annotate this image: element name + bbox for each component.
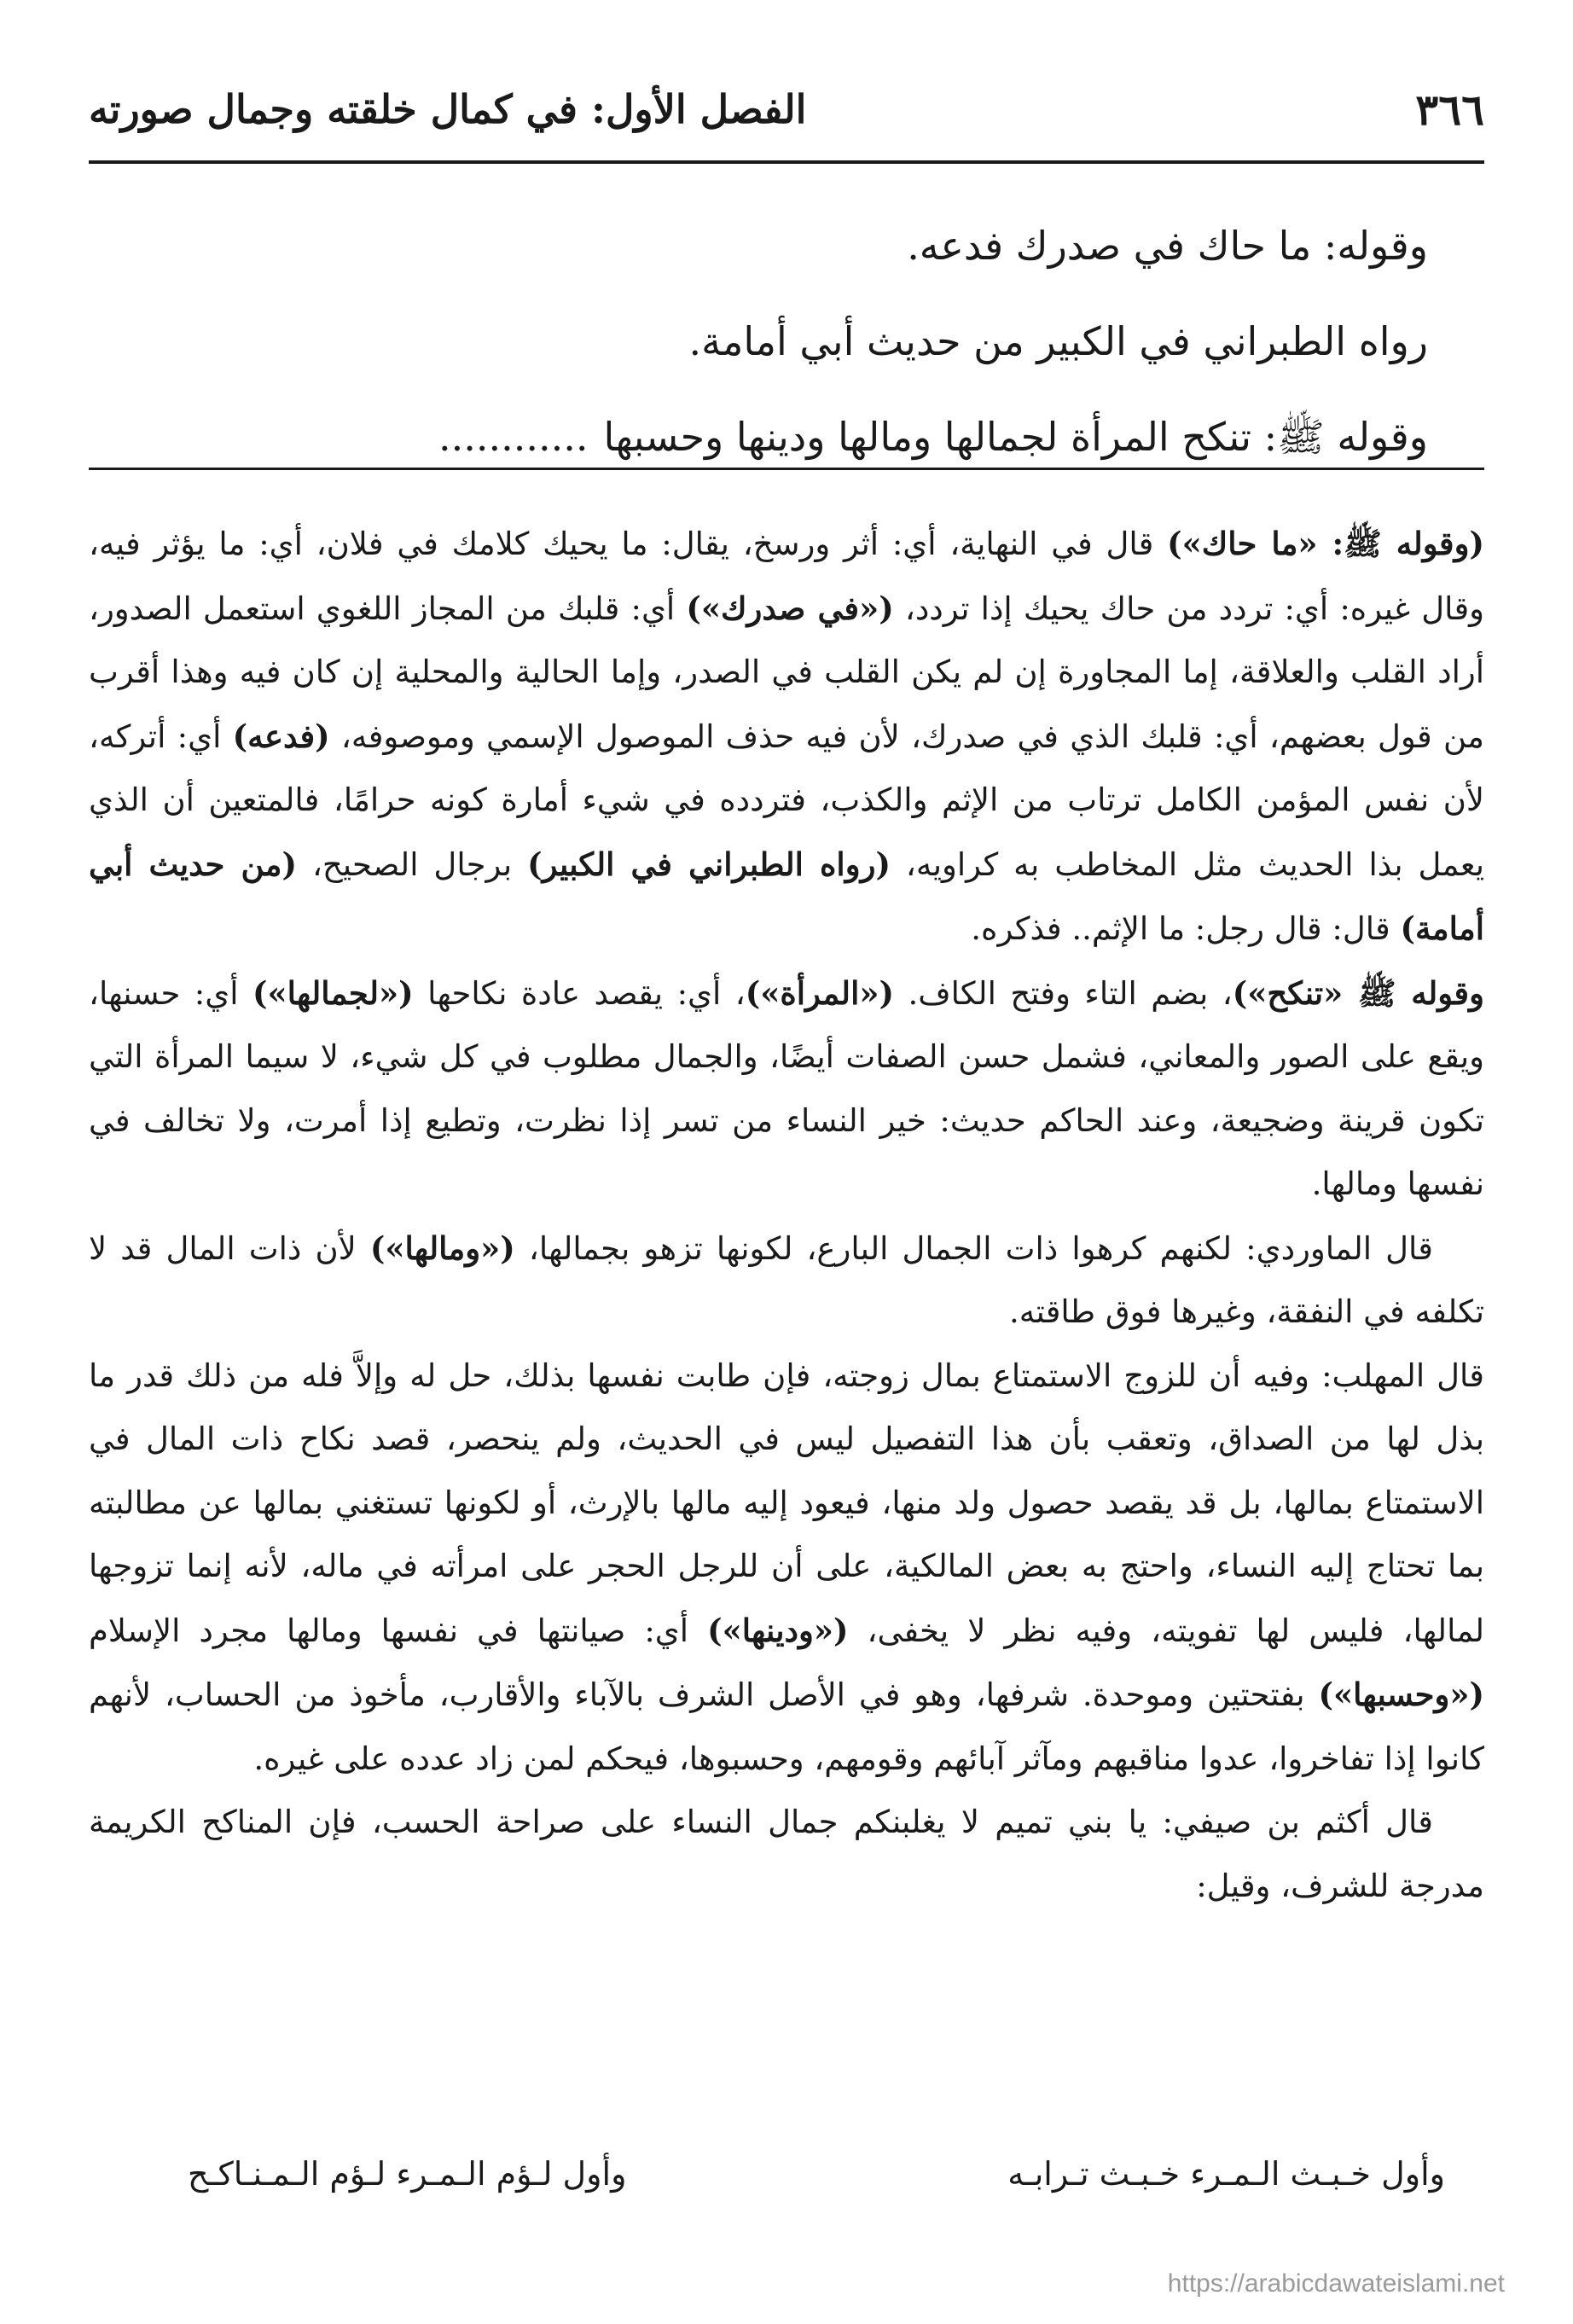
chapter-title: الفصل الأول: في كمال خلقته وجمال صورته xyxy=(89,86,807,132)
verse-hemistich: وأول خـبـث الـمـرء خـبـث تـرابـه xyxy=(1007,2155,1445,2193)
main-text-divider xyxy=(89,468,1484,470)
quoted-phrase: («ودينها») xyxy=(707,1611,849,1649)
quoted-phrase: (فدعه) xyxy=(232,717,330,755)
commentary-text: أي: قلبك من المجاز اللغوي استعمل الصدور، أراد القلب والعلاقة، إما المجاورة إن لم يكن القلب في الصدر، وإما الحالية والمحلية إن كان فيه وهذا أقرب من قول بعضهم، أي: قلبك الذي في صدرك، لأن فيه حذف الموصول الإسمي وموصوفه، xyxy=(89,590,1484,755)
commentary-text: ، أي: يقصد عادة نكاحها xyxy=(413,974,746,1012)
commentary-paragraph xyxy=(89,1791,1484,1918)
main-text-line: رواه الطبراني في الكبير من حديث أبي أمامة. xyxy=(688,318,1428,364)
commentary-paragraph xyxy=(89,1345,1484,1792)
quoted-phrase: («لجمالها») xyxy=(252,973,414,1012)
main-text-line-content: وقوله ﷺ: تنكح المرأة لجمالها ومالها ودينها وحسبها xyxy=(603,414,1428,460)
commentary-text: ، بضم التاء وفتح الكاف. xyxy=(894,974,1233,1012)
commentary-text: قال الماوردي: لكنهم كرهوا ذات الجمال البارع، لكونها تزهو بجمالها، xyxy=(514,1229,1433,1267)
quoted-phrase: (رواه الطبراني في الكبير) xyxy=(527,845,891,883)
quoted-phrase: («وحسبها») xyxy=(1318,1676,1484,1713)
verse-hemistich: وأول لـؤم الـمـرء لـؤم الـمـنـاكـح xyxy=(188,2155,627,2193)
quoted-phrase: («ومالها») xyxy=(369,1229,515,1267)
quoted-phrase: (وقوله ﷺ: «ما حاك») xyxy=(1167,525,1484,562)
header-divider xyxy=(89,160,1484,164)
commentary-text: قال: قال رجل: ما الإثم.. فذكره. xyxy=(971,910,1401,947)
main-text-line: وقوله: ما حاك في صدرك فدعه. xyxy=(907,223,1428,269)
quoted-phrase: (من حديث أبي أمامة) xyxy=(89,845,1484,947)
quoted-phrase: وقوله ﷺ «تنكح») xyxy=(1232,973,1484,1012)
commentary-text: أي: صيانتها في نفسها ومالها مجرد الإسلام xyxy=(89,1612,708,1649)
page-header xyxy=(89,75,1484,143)
watermark-url: https://arabicdawateislami.net xyxy=(1167,2269,1505,2298)
commentary-text: أي: حسنها، ويقع على الصور والمعاني، فشمل حسن الصفات أيضًا، والجمال مطلوب في كل شيء، لا سيما المرأة التي تكون قرينة وضجيعة، وعند الحاكم حديث: خير النساء من تسر إذا نظرت، وتطيع إذا أمرت، ولا تخالف في نفسها ومالها. xyxy=(89,974,1484,1202)
commentary xyxy=(89,512,1484,1918)
main-text-line xyxy=(89,389,1428,485)
commentary-paragraph xyxy=(89,1217,1484,1345)
poetry-verse xyxy=(188,2155,1445,2193)
quoted-phrase: («المرأة») xyxy=(745,973,894,1012)
commentary-paragraph xyxy=(89,512,1484,962)
commentary-text: قال المهلب: وفيه أن للزوج الاستمتاع بمال زوجته، فإن طابت نفسها بذلك، حل له وإلاَّ فله من ذلك قدر ما بذل لها من الصداق، وتعقب بأن هذا التفصيل ليس في الحديث، ولم ينحصر، قصد نكاح ذات المال في الاستمتاع بمالها، بل قد يقصد حصول ولد منها، فيعود إليه مالها بالإرث، أو لكونها تستغني بمالها عن مطالبته بما تحتاج إليه النساء، واحتج به بعض المالكية، على أن للرجل الحجر على امرأته في ماله، لأنه إنما تزوجها لمالها، فليس لها تفويته، وفيه نظر لا يخفى، xyxy=(89,1357,1485,1649)
quoted-phrase: («في صدرك») xyxy=(686,589,894,627)
commentary-paragraph xyxy=(89,962,1484,1217)
main-text xyxy=(89,198,1428,485)
continuation-dots: ............ xyxy=(438,414,589,460)
commentary-text: أي: أتركه، لأن نفس المؤمن الكامل ترتاب من الإثم والكذب، فتردده في شيء أمارة كونه حرامًا، فالمتعين أن الذي يعمل بذا الحديث مثل المخاطب به كراويه، xyxy=(89,718,1485,883)
commentary-text: برجال الصحيح، xyxy=(297,845,528,883)
commentary-text: قال أكثم بن صيفي: يا بني تميم لا يغلبنكم جمال النساء على صراحة الحسب، فإن المناكح الكريمة مدرجة للشرف، وقيل: xyxy=(89,1804,1484,1904)
page-number: ٣٦٦ xyxy=(1415,84,1484,135)
commentary-text: لأن ذات المال قد لا تكلفه في النفقة، وغيرها فوق طاقته. xyxy=(89,1229,1484,1330)
commentary-text: قال في النهاية، أي: أثر ورسخ، يقال: ما يحيك كلامك في فلان، أي: ما يؤثر فيه، وقال غيره: أي: تردد من حاك يحيك إذا تردد، xyxy=(89,526,1485,627)
commentary-text: بفتحتين وموحدة. شرفها، وهو في الأصل الشرف بالآباء والأقارب، مأخوذ من الحساب، لأنهم كانوا إذا تفاخروا، عدوا مناقبهم ومآثر آبائهم وقومهم، وحسبوها، فيحكم لمن زاد عدده على غيره. xyxy=(89,1676,1484,1777)
